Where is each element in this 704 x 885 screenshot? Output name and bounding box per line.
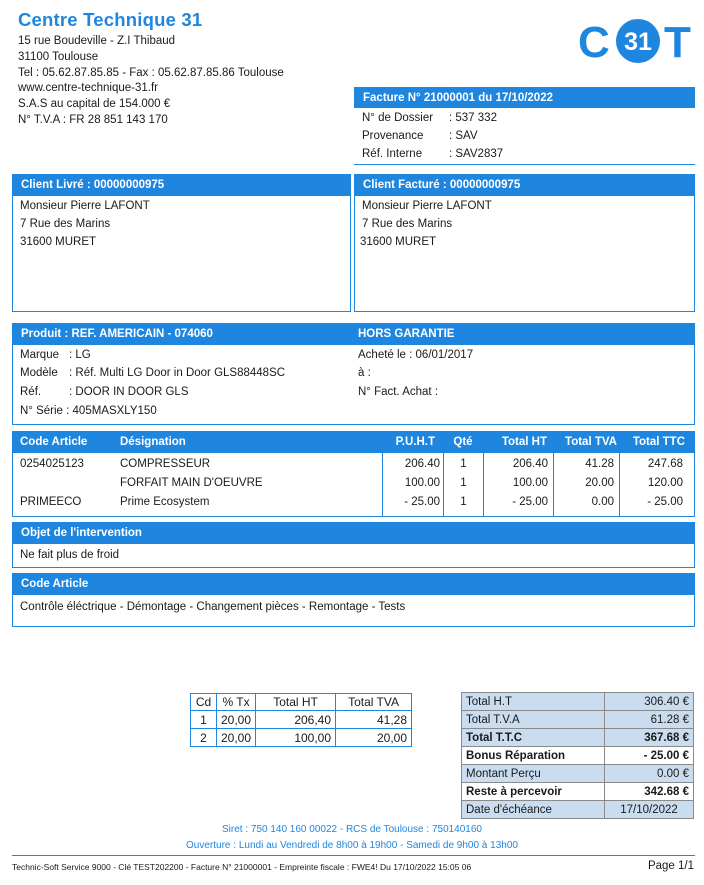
company-website: www.centre-technique-31.fr bbox=[18, 82, 158, 95]
client-facture-name: Monsieur Pierre LAFONT bbox=[362, 200, 492, 212]
provenance-value: : SAV bbox=[449, 130, 478, 142]
page-number: Page 1/1 bbox=[647, 860, 694, 872]
col-designation: Désignation bbox=[120, 436, 186, 448]
logo-number: 31 bbox=[624, 28, 652, 56]
logo-letter-t: T bbox=[664, 18, 691, 65]
echeance-row bbox=[462, 801, 694, 819]
vat-cell: 20,00 bbox=[217, 729, 256, 747]
company-phone: Tel : 05.62.87.85.85 - Fax : 05.62.87.85.86 Toulouse bbox=[18, 66, 284, 79]
row2-total-ht: 100.00 bbox=[512, 477, 548, 489]
product-title: Produit : REF. AMERICAIN - 074060 bbox=[21, 328, 213, 340]
marque-value: : LG bbox=[69, 349, 91, 361]
vat-cell: 100,00 bbox=[256, 729, 336, 747]
code-article-box bbox=[12, 573, 695, 627]
items-header bbox=[13, 432, 694, 453]
company-name: Centre Technique 31 bbox=[18, 9, 203, 30]
product-box bbox=[12, 323, 695, 425]
company-logo bbox=[578, 17, 696, 65]
total-label: Total T.V.A bbox=[462, 711, 605, 729]
total-label: Reste à percevoir bbox=[462, 783, 605, 801]
row3-designation: Prime Ecosystem bbox=[120, 496, 210, 508]
ref-interne-value: : SAV2837 bbox=[449, 148, 504, 160]
row3-total-ttc: - 25.00 bbox=[647, 496, 683, 508]
total-label: Total T.T.C bbox=[462, 729, 605, 747]
client-livre-name: Monsieur Pierre LAFONT bbox=[20, 200, 150, 212]
intervention-box bbox=[12, 522, 695, 568]
ref-label: Réf. bbox=[20, 386, 42, 398]
total-value: 306.40 € bbox=[605, 693, 694, 711]
marque-label: Marque bbox=[20, 349, 59, 361]
total-ht-row bbox=[462, 693, 694, 711]
total-label: Date d'échéance bbox=[462, 801, 605, 819]
client-facture-city: 31600 MURET bbox=[360, 236, 437, 248]
total-label: Montant Perçu bbox=[462, 765, 605, 783]
warranty-status: HORS GARANTIE bbox=[358, 328, 455, 340]
row2-designation: FORFAIT MAIN D'OEUVRE bbox=[120, 477, 263, 489]
code-article-title: Code Article bbox=[13, 574, 694, 595]
product-header bbox=[13, 324, 694, 345]
vat-col-total-tva: Total TVA bbox=[336, 694, 412, 711]
company-vat: N° T.V.A : FR 28 851 143 170 bbox=[18, 113, 168, 126]
col-total-ht: Total HT bbox=[501, 436, 547, 448]
intervention-title: Objet de l'intervention bbox=[13, 523, 694, 544]
client-facture-title: Client Facturé : 00000000975 bbox=[355, 175, 694, 196]
total-value: - 25.00 € bbox=[605, 747, 694, 765]
row1-total-ht: 206.40 bbox=[512, 458, 548, 470]
footer-software: Technic-Soft Service 9000 - Clé TEST202200 - Facture N° 21000001 - Empreinte fiscale : FWE4! Du 17/10/2022 15:05 06 bbox=[12, 862, 472, 872]
dossier-label: N° de Dossier bbox=[362, 112, 434, 124]
company-city: 31100 Toulouse bbox=[18, 50, 99, 63]
row1-code: 0254025123 bbox=[20, 458, 84, 470]
client-livre-street: 7 Rue des Marins bbox=[20, 218, 111, 230]
client-livre-title: Client Livré : 00000000975 bbox=[13, 175, 350, 196]
total-value: 0.00 € bbox=[605, 765, 694, 783]
row1-total-tva: 41.28 bbox=[585, 458, 614, 470]
vat-cell: 20,00 bbox=[336, 729, 412, 747]
serie-number: N° Série : 405MASXLY150 bbox=[20, 405, 157, 417]
purchase-place: à : bbox=[358, 367, 371, 379]
col-qte: Qté bbox=[453, 436, 473, 448]
footer-hours: Ouverture : Lundi au Vendredi de 8h00 à 19h00 - Samedi de 9h00 à 13h00 bbox=[186, 840, 518, 851]
row1-puht: 206.40 bbox=[404, 458, 440, 470]
items-table bbox=[12, 431, 695, 517]
purchase-invoice: N° Fact. Achat : bbox=[358, 386, 439, 398]
col-code: Code Article bbox=[20, 436, 88, 448]
row3-puht: - 25.00 bbox=[404, 496, 440, 508]
footer-siret: Siret : 750 140 160 00022 - RCS de Toulouse : 750140160 bbox=[221, 824, 482, 835]
total-ttc-row bbox=[462, 729, 694, 747]
dossier-value: : 537 332 bbox=[449, 112, 497, 124]
code-article-text: Contrôle éléctrique - Démontage - Changement pièces - Remontage - Tests bbox=[20, 601, 406, 613]
row3-code: PRIMEECO bbox=[20, 496, 82, 508]
provenance-label: Provenance bbox=[362, 130, 424, 142]
total-value: 17/10/2022 bbox=[605, 801, 694, 819]
col-total-tva: Total TVA bbox=[565, 436, 617, 448]
vat-cell: 206,40 bbox=[256, 711, 336, 729]
company-info bbox=[18, 34, 284, 129]
vat-col-total-ht: Total HT bbox=[256, 694, 336, 711]
row1-total-ttc: 247.68 bbox=[647, 458, 683, 470]
invoice-box bbox=[354, 87, 695, 166]
total-tva-row bbox=[462, 711, 694, 729]
client-facture-box bbox=[354, 174, 695, 312]
ref-value: : DOOR IN DOOR GLS bbox=[69, 386, 189, 398]
client-livre-box bbox=[12, 174, 351, 312]
col-puht: P.U.H.T bbox=[395, 436, 435, 448]
row2-total-tva: 20.00 bbox=[585, 477, 614, 489]
company-address: 15 rue Boudeville - Z.I Thibaud bbox=[18, 35, 176, 47]
purchase-date: Acheté le : 06/01/2017 bbox=[358, 349, 474, 361]
total-value: 342.68 € bbox=[605, 783, 694, 801]
vat-row bbox=[191, 729, 412, 747]
reste-row bbox=[462, 783, 694, 801]
modele-value: : Réf. Multi LG Door in Door GLS88448SC bbox=[69, 367, 286, 379]
ref-interne-label: Réf. Interne bbox=[362, 148, 423, 160]
row1-qte: 1 bbox=[460, 458, 467, 470]
total-value: 367.68 € bbox=[605, 729, 694, 747]
vat-table bbox=[190, 693, 412, 747]
client-facture-street: 7 Rue des Marins bbox=[362, 218, 453, 230]
company-capital: S.A.S au capital de 154.000 € bbox=[18, 98, 171, 111]
invoice-divider bbox=[354, 164, 695, 165]
vat-col-cd: Cd bbox=[191, 694, 217, 711]
row3-total-ht: - 25.00 bbox=[512, 496, 548, 508]
intervention-text: Ne fait plus de froid bbox=[20, 549, 120, 561]
total-value: 61.28 € bbox=[605, 711, 694, 729]
bonus-row bbox=[462, 747, 694, 765]
invoice-title: Facture N° 21000001 du 17/10/2022 bbox=[354, 87, 695, 108]
vat-cell: 20,00 bbox=[217, 711, 256, 729]
row2-qte: 1 bbox=[460, 477, 467, 489]
row3-qte: 1 bbox=[460, 496, 467, 508]
row1-designation: COMPRESSEUR bbox=[120, 458, 211, 470]
client-livre-city: 31600 MURET bbox=[20, 236, 97, 248]
total-label: Total H.T bbox=[462, 693, 605, 711]
totals-table bbox=[461, 692, 694, 819]
modele-label: Modèle bbox=[20, 367, 58, 379]
vat-cell: 41,28 bbox=[336, 711, 412, 729]
vat-cell: 1 bbox=[191, 711, 217, 729]
row3-total-tva: 0.00 bbox=[591, 496, 614, 508]
vat-col-tx: % Tx bbox=[217, 694, 256, 711]
logo-letter-c: C bbox=[578, 18, 610, 65]
montant-percu-row bbox=[462, 765, 694, 783]
row2-puht: 100.00 bbox=[404, 477, 440, 489]
row2-total-ttc: 120.00 bbox=[647, 477, 683, 489]
col-total-ttc: Total TTC bbox=[632, 436, 685, 448]
footer-divider bbox=[12, 855, 695, 856]
vat-cell: 2 bbox=[191, 729, 217, 747]
total-label: Bonus Réparation bbox=[462, 747, 605, 765]
vat-row bbox=[191, 711, 412, 729]
